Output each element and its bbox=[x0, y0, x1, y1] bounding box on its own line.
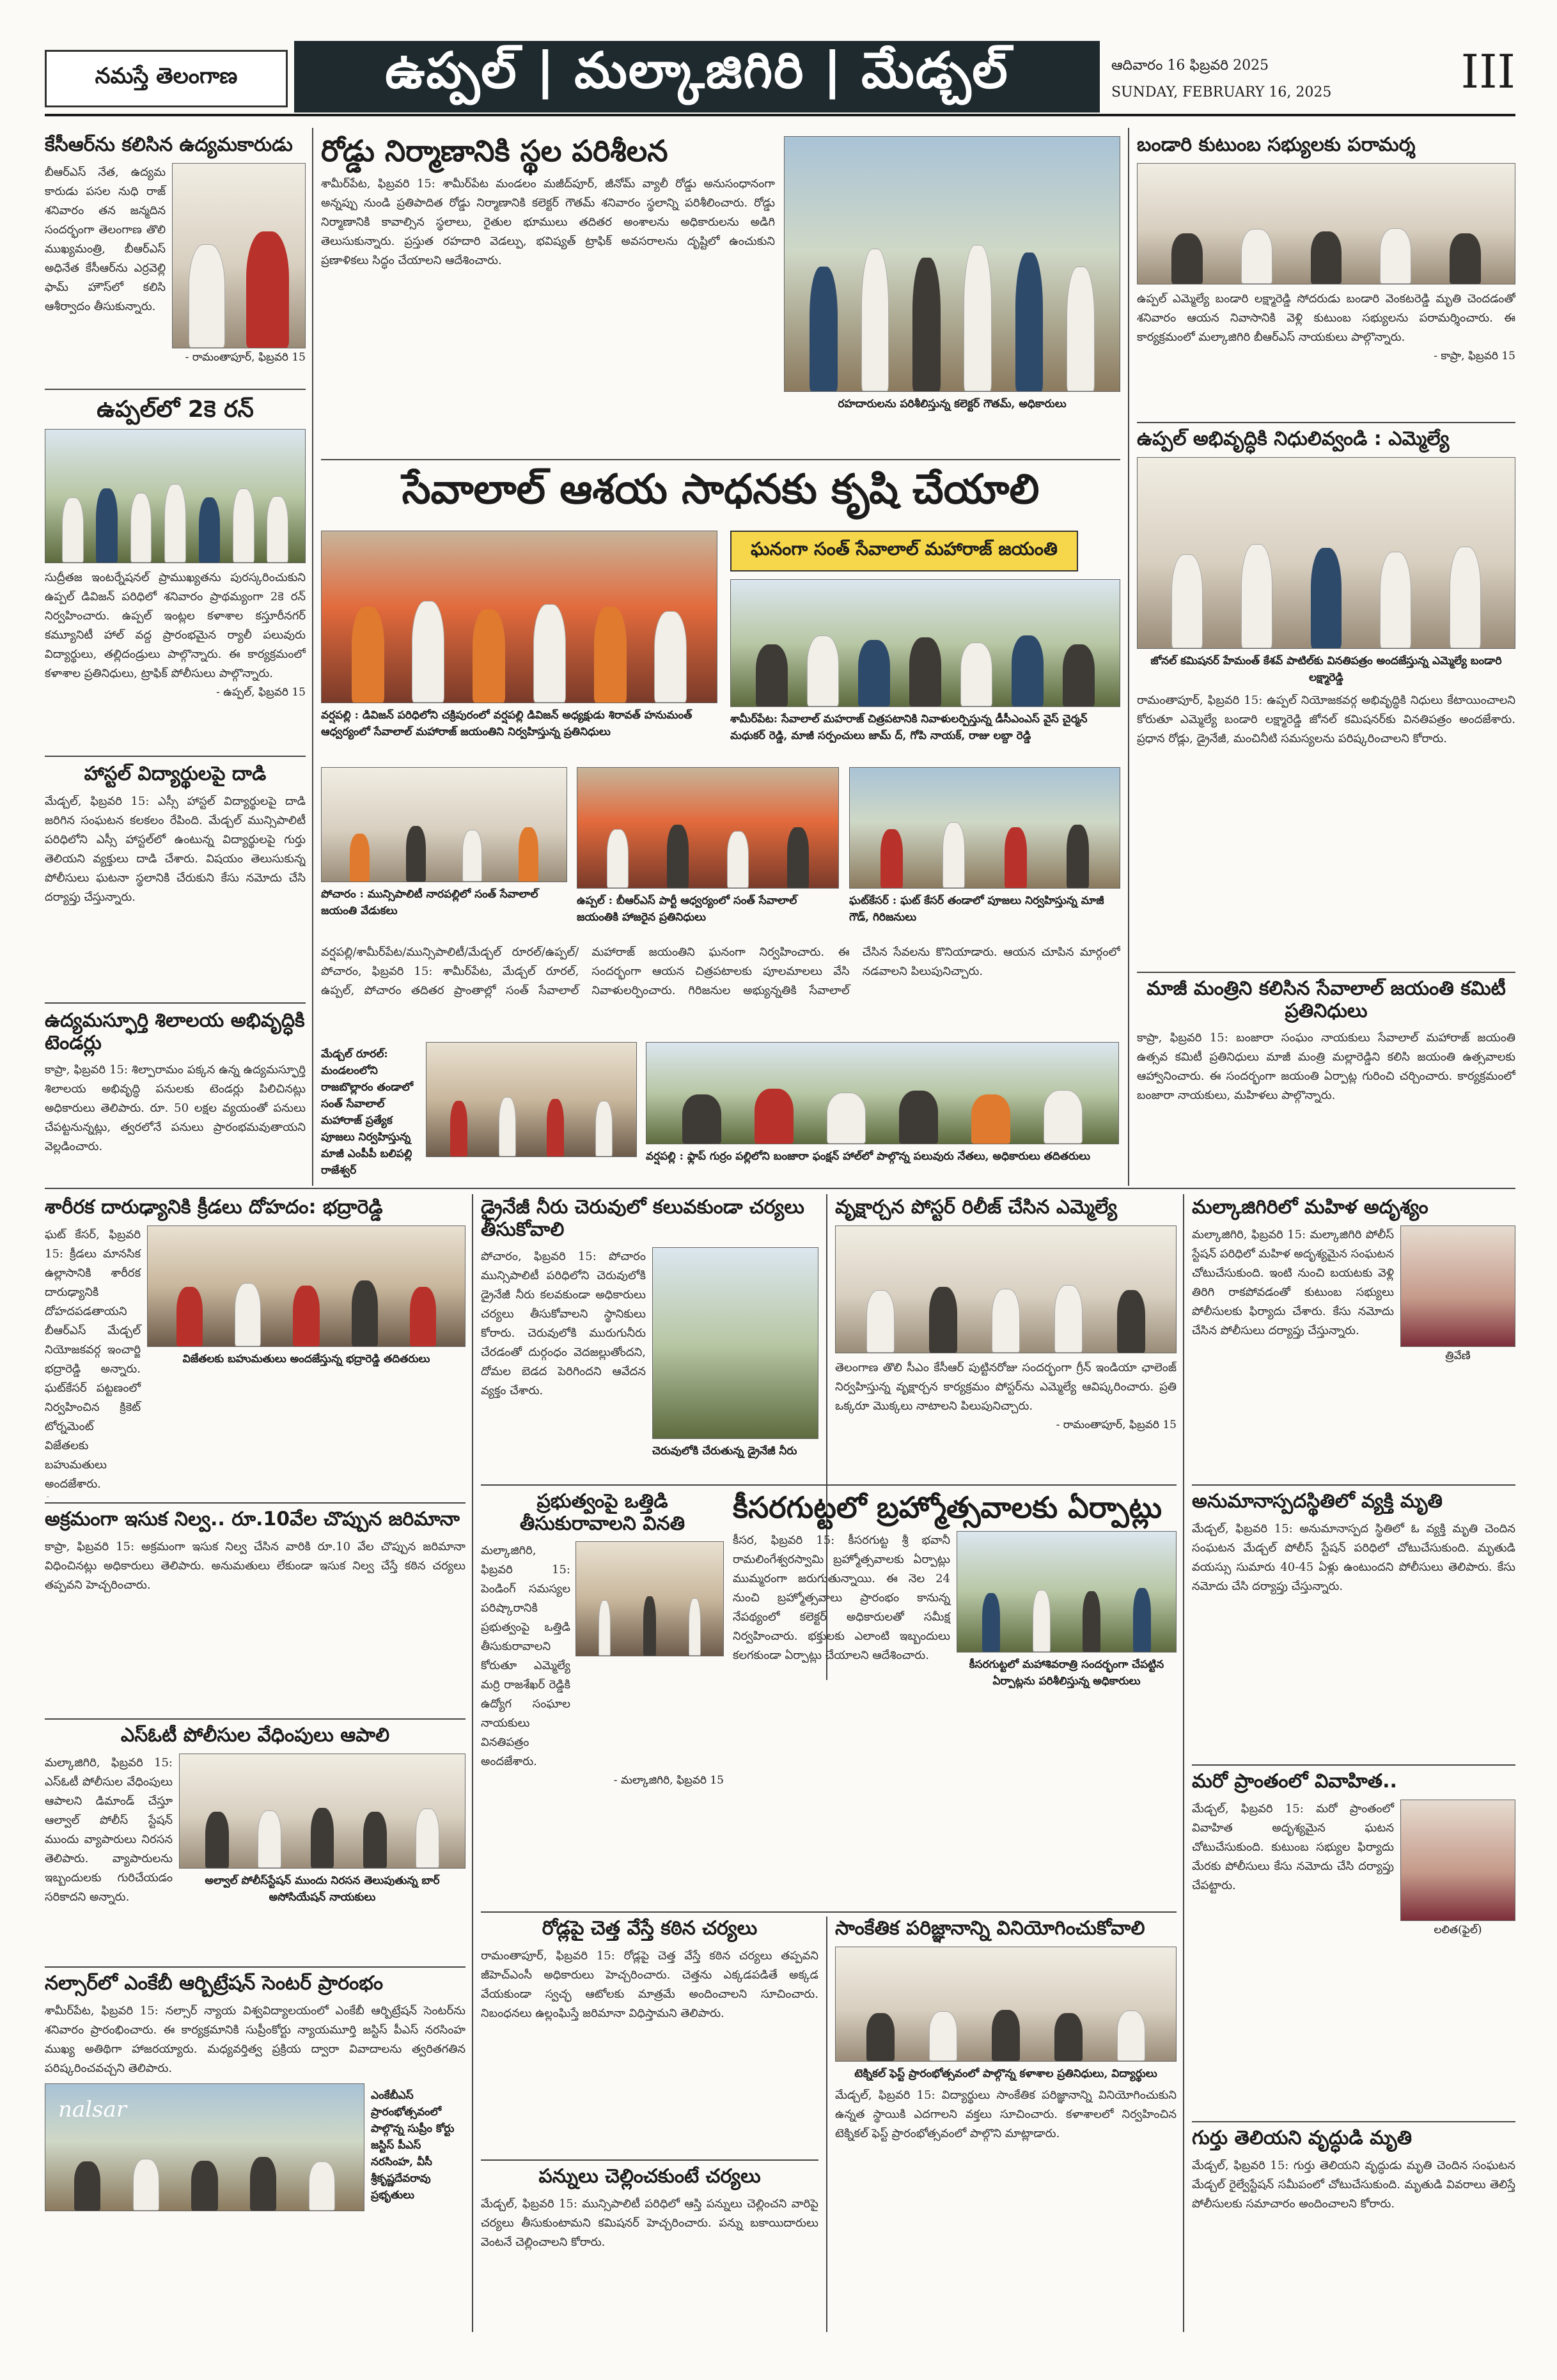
portrait-photo bbox=[1400, 1225, 1515, 1347]
story-rule bbox=[321, 459, 1120, 460]
photo-caption: వర్షపల్లి : ఫ్లాప్ గుర్రం పల్లిలోని బంజారా ఫంక్షన్ హాల్‌లో పాల్గొన్న పలువురు నేతలు, అధికారులు తదితరులు bbox=[646, 1150, 1090, 1163]
date-english: SUNDAY, FEBRUARY 16, 2025 bbox=[1111, 84, 1332, 100]
story-body: కాప్రా, ఫిబ్రవరి 15: బంజారా సంఘం నాయకులు సేవాలాల్ మహారాజ్ జయంతి ఉత్సవ కమిటీ ప్రతినిధులు మాజీ మంత్రి మల్లారెడ్డిని కలిసి జయంతి ఉత్సవాలకు ఆహ్వానించారు. ఈ సందర్భంగా జయంతి ఏర్పాట్ల గురించి చర్చించారు. కార్యక్రమంలో బంజారా నాయకులు, మహిళలు పాల్గొన్నారు. bbox=[1137, 1031, 1515, 1102]
headline: రోడ్లపై చెత్త వేస్తే కఠిన చర్యలు bbox=[542, 1918, 758, 1940]
story-woman-missing bbox=[1192, 1197, 1515, 1440]
highlight-tag: ఘనంగా సంత్ సేవాలాల్ మహారాజ్ జయంతి bbox=[730, 531, 1078, 572]
story-rule bbox=[45, 1002, 306, 1004]
date-block bbox=[1111, 52, 1418, 106]
portrait-name: లలిత(ఫైల్) bbox=[1434, 1923, 1482, 1936]
headline: హాస్టల్ విద్యార్థులపై దాడి bbox=[84, 763, 267, 785]
photo-caption: టెక్నికల్ ఫెస్ట్ ప్రారంభోత్సవంలో పాల్గొన్న కళాశాల ప్రతినిధులు, విద్యార్థులు bbox=[854, 2067, 1157, 2080]
newspaper-page bbox=[45, 38, 1515, 2340]
headline: ప్రభుత్వంపై ఒత్తిడి తీసుకురావాలని వినతి bbox=[519, 1491, 685, 1535]
story-nalsar bbox=[45, 1973, 466, 2331]
story-rule bbox=[1192, 1484, 1515, 1486]
photo bbox=[1137, 457, 1515, 649]
story-sports bbox=[45, 1197, 466, 1497]
date-telugu: ఆదివారం 16 ఫిబ్రవరి 2025 bbox=[1111, 58, 1269, 74]
photo bbox=[652, 1247, 818, 1439]
byline: - రామంతాపూర్, ఫిబ్రవరి 15 bbox=[185, 350, 306, 364]
headline: శారీరక దారుఢ్యానికి క్రీడలు దోహదం: భద్రారెడ్డి bbox=[45, 1197, 383, 1218]
story-sot-police bbox=[45, 1725, 466, 1961]
story-body: కాప్రా, ఫిబ్రవరి 15: శిల్పారామం పక్కన ఉన్న ఉద్యమస్ఫూర్తి శిలాలయ అభివృద్ధి పనులకు టెండర్లు పిలిచినట్లు అధికారులు తెలిపారు. రూ. 50 లక్షల వ్యయంతో పనులు చేపట్టనున్నట్లు, త్వరలోనే పనులు ప్రారంభమవుతాయని వెల్లడించారు. bbox=[45, 1063, 306, 1153]
headline: బండారి కుటుంబ సభ్యులకు పరామర్శ bbox=[1137, 134, 1416, 156]
headline: మాజీ మంత్రిని కలిసిన సేవాలాల్ జయంతి కమిటీ ప్రతినిధులు bbox=[1146, 978, 1506, 1022]
story-rule bbox=[1192, 1764, 1515, 1766]
story-rule bbox=[1192, 2121, 1515, 2122]
photo bbox=[45, 429, 306, 563]
story-former-minister bbox=[1137, 978, 1515, 1183]
photo-caption: శామీర్‌పేట: సేవాలాల్ మహరాజ్ చిత్రపటానికి నివాళులర్పిస్తున్న డీసీఎంఎస్ వైస్ చైర్మన్ మధుకర్ రెడ్డి, మాజీ సర్పంచులు జామ్ ద్, గోపి నాయక్, రాజు లబ్దా రెడ్డి bbox=[730, 713, 1088, 742]
headline: ఉప్పల్‌లో 2కె రన్ bbox=[97, 396, 254, 423]
story-body: మేడ్చల్, ఫిబ్రవరి 15: ఎస్సీ హాస్టల్ విద్యార్థులపై దాడి జరిగిన సంఘటన కలకలం రేపింది. మేడ్చల్ మున్సిపాలిటీ పరిధిలోని ఎస్సీ హాస్టల్‌లో ఉంటున్న విద్యార్థులపై గుర్తు తెలియని వ్యక్తులు దాడి చేశారు. విషయం తెలుసుకున్న పోలీసులు ఘటనా స్థలానికి చేరుకుని కేసు నమోదు చేసి దర్యాప్తు చేస్తున్నారు. bbox=[45, 794, 306, 904]
headline: కీసరగుట్టలో బ్రహ్మోత్సవాలకు ఏర్పాట్లు bbox=[733, 1491, 1162, 1525]
photo bbox=[147, 1225, 466, 1347]
photo bbox=[835, 1225, 1177, 1353]
byline: - రామంతాపూర్, ఫిబ్రవరి 15 bbox=[1056, 1418, 1177, 1431]
photo-caption: ఘట్‌కేసర్ : ఘట్ కేసర్ తండాలో పూజలు నిర్వహిస్తున్న మాజీ గౌడ్, గిరిజనులు bbox=[849, 894, 1104, 924]
story-body: మల్కాజిగిరి, ఫిబ్రవరి 15: మల్కాజిగిరి పోలీస్ స్టేషన్ పరిధిలో మహిళ అదృశ్యమైన సంఘటన చోటుచేసుకుంది. ఇంటి నుంచి బయటకు వెళ్లి తిరిగి రాకపోవడంతో కుటుంబ సభ్యులు పోలీసులకు ఫిర్యాదు చేశారు. కేసు నమోదు చేసిన పోలీసులు దర్యాప్తు చేస్తున్నారు. bbox=[1192, 1227, 1394, 1337]
story-body: పోచారం, ఫిబ్రవరి 15: పోచారం మున్సిపాలిటీ పరిధిలోని చెరువులోకి డ్రైనేజీ నీరు కలవకుండా అధికారులు చర్యలు తీసుకోవాలని స్థానికులు కోరారు. చెరువులోకి మురుగునీరు చేరడంతో దుర్గంధం వెదజల్లుతోందని, దోమల బెడద పెరిగిందని ఆవేదన వ్యక్తం చేశారు. bbox=[481, 1250, 646, 1397]
photo bbox=[575, 1541, 724, 1656]
headline: డ్రైనేజీ నీరు చెరువులో కలువకుండా చర్యలు తీసుకోవాలి bbox=[481, 1197, 804, 1241]
masthead bbox=[45, 38, 1515, 116]
headline: నల్సార్‌లో ఎంకేబీ ఆర్బిట్రేషన్ సెంటర్ ప్రారంభం bbox=[45, 1973, 384, 1995]
story-body: మేడ్చల్, ఫిబ్రవరి 15: మరో ప్రాంతంలో వివాహిత అదృశ్యమైన ఘటన చోటుచేసుకుంది. కుటుంబ సభ్యుల ఫిర్యాదు మేరకు పోలీసులు కేసు నమోదు చేసి దర్యాప్తు చేపట్టారు. bbox=[1192, 1801, 1394, 1892]
story-body: శామీర్‌పేట, ఫిబ్రవరి 15: శామీర్‌పేట మండలం మజీద్‌పూర్, జీనోమ్ వ్యాలీ రోడ్డు అనుసంధానంగా అన్నప్పు నుండి ప్రతిపాదిత రోడ్డు నిర్మాణానికి కలెక్టర్ గౌతమ్ శనివారం స్థలాన్ని పరిశీలించారు. రోడ్డు నిర్మాణానికి కావాల్సిన స్థలాలు, రైతుల భూములు తదితర అంశాలను అధికారులను అడిగి తెలుసుకున్నారు. ప్రస్తుత రహదారి వెడల్పు, భవిష్యత్ ట్రాఫిక్ అవసరాలను దృష్టిలో ఉంచుకుని ప్రణాళికలు సిద్ధం చేయాలని ఆదేశించారు. bbox=[321, 176, 775, 267]
story-rule bbox=[1137, 422, 1515, 423]
headline: ఎస్ఓటీ పోలీసుల వేధింపులు ఆపాలి bbox=[120, 1725, 390, 1746]
story-rule bbox=[45, 756, 306, 757]
column-rule bbox=[472, 1194, 473, 2332]
column-rule bbox=[826, 1917, 827, 2332]
headline: అక్రమంగా ఇసుక నిల్వ.. రూ.10వేల చొప్పున జరిమానా bbox=[45, 1509, 460, 1530]
portrait-name: త్రివేణి bbox=[1445, 1349, 1471, 1362]
story-body: మేడ్చల్, ఫిబ్రవరి 15: అనుమానాస్పద స్థితిలో ఓ వ్యక్తి మృతి చెందిన సంఘటన మేడ్చల్ పోలీస్ స్టేషన్ పరిధిలో చోటుచేసుకుంది. మృతుడి వయస్సు సుమారు 40-45 ఏళ్లు ఉంటుందని పోలీసులు తెలిపారు. కేసు నమోదు చేసి దర్యాప్తు చేస్తున్నారు. bbox=[1192, 1521, 1515, 1593]
headline: రోడ్డు నిర్మాణానికి స్థల పరిశీలన bbox=[321, 134, 668, 168]
photo bbox=[784, 136, 1120, 392]
photo bbox=[957, 1531, 1177, 1653]
story-rule bbox=[481, 2159, 818, 2161]
story-rule bbox=[45, 1502, 466, 1504]
story-rule bbox=[45, 389, 306, 390]
story-body: మల్కాజిగిరి, ఫిబ్రవరి 15: ఎస్ఓటీ పోలీసుల వేధింపులు ఆపాలని డిమాండ్ చేస్తూ ఆల్వాల్ పోలీస్ స్టేషన్ ముందు వ్యాపారులు నిరసన తెలిపారు. వ్యాపారులను ఇబ్బందులకు గురిచేయడం సరికాదని అన్నారు. bbox=[45, 1755, 173, 1904]
story-body: రామంతాపూర్, ఫిబ్రవరి 15: రోడ్లపై చెత్త వేస్తే కఠిన చర్యలు తప్పవని జీహెచ్ఎంసీ అధికారులు హెచ్చరించారు. చెత్తను ఎక్కడపడితే అక్కడ వేయకుండా స్వచ్ఛ ఆటోలకు మాత్రమే అందించాలని సూచించారు. నిబంధనలు ఉల్లంఘిస్తే జరిమానా విధిస్తామని తెలిపారు. bbox=[481, 1948, 818, 2020]
story-kcr-meeting bbox=[45, 134, 306, 384]
headline: పన్నులు చెల్లించకుంటే చర్యలు bbox=[538, 2166, 761, 2188]
story-married-woman bbox=[1192, 1771, 1515, 2116]
photo bbox=[577, 767, 839, 889]
story-body: కాప్రా, ఫిబ్రవరి 15: అక్రమంగా ఇసుక నిల్వ చేసిన వారికి రూ.10 వేల చొప్పున జరిమానా విధించినట్లు అధికారులు తెలిపారు. అనుమతులు లేకుండా ఇసుక నిల్వ చేస్తే కఠిన చర్యలు తప్పవని హెచ్చరించారు. bbox=[45, 1539, 466, 1592]
headline: సాంకేతిక పరిజ్ఞానాన్ని వినియోగించుకోవాలి bbox=[835, 1918, 1145, 1940]
story-bandari-condolence bbox=[1137, 134, 1515, 416]
story-vruksharchana bbox=[835, 1197, 1177, 1478]
story-body: మేడ్చల్, ఫిబ్రవరి 15: గుర్తు తెలియని వృద్ధుడు మృతి చెందిన సంఘటన మేడ్చల్ రైల్వేస్టేషన్ సమీపంలో చోటుచేసుకుంది. మృతుడి వివరాలు తెలిస్తే పోలీసులకు సమాచారం అందించాలని కోరారు. bbox=[1192, 2158, 1515, 2211]
brand-logo: నమస్తే తెలంగాణ bbox=[45, 50, 288, 107]
photo-caption: అల్వాల్ పోలీస్‌స్టేషన్ ముందు నిరసన తెలుపుతున్న బార్ అసోసియేషన్ నాయకులు bbox=[205, 1874, 440, 1904]
story-suspicious-death bbox=[1192, 1491, 1515, 1759]
headline: అనుమానాస్పదస్థితిలో వ్యక్తి మృతి bbox=[1192, 1491, 1443, 1513]
photo-caption: విజేతలకు బహుమతులు అందజేస్తున్న భద్రారెడ్డి తదితరులు bbox=[182, 1352, 430, 1365]
photo bbox=[179, 1754, 466, 1869]
story-sand-fine bbox=[45, 1509, 466, 1713]
story-2k-run bbox=[45, 396, 306, 751]
photo-caption: జోనల్ కమిషనర్ హేమంత్ కేశవ్ పాటిల్‌కు వినతిపత్రం అందజేస్తున్న ఎమ్మెల్యే బండారి లక్ష్మారెడ్డి bbox=[1150, 654, 1502, 684]
building-sign: nalsar bbox=[58, 2096, 127, 2122]
story-sevalal bbox=[321, 467, 1120, 1183]
story-body: సుద్రీతజ ఇంటర్నేషనల్ ప్రాముఖ్యతను పురస్కరించుకుని ఉప్పల్ డివిజన్ పరిధిలో శనివారం ప్రాథమ్యంగా 2కె రన్ నిర్వహించారు. ఉప్పల్ ఇంట్లల కళాశాల కస్తూరీనగర్ కమ్యూనిటీ హాల్ వద్ద ప్రారంభమైన ర్యాలీ పలువురు విద్యార్థులు, తల్లిదండ్రులు పాల్గొన్నారు. ఈ కార్యక్రమంలో కళాశాల ప్రతినిధులు, ట్రాఫిక్ పోలీసులు పాల్గొన్నారు. bbox=[45, 571, 306, 681]
photo bbox=[172, 163, 306, 348]
photo bbox=[321, 531, 717, 703]
story-taxes bbox=[481, 2166, 818, 2331]
headline: వృక్షార్చన పోస్టర్ రిలీజ్ చేసిన ఎమ్మెల్యే bbox=[835, 1197, 1118, 1218]
column-rule bbox=[1183, 1194, 1184, 2332]
story-body: వర్షపల్లి/శామీర్‌పేట/మున్సిపాలిటీ/మేడ్చల్ రూరల్/ఉప్పల్/పోచారం, ఫిబ్రవరి 15: శామీర్‌పేట, మేడ్చల్ రూరల్, ఉప్పల్, పోచారం తదితర ప్రాంతాల్లో సంత్ సేవాలాల్ మహారాజ్ జయంతిని ఘనంగా నిర్వహించారు. ఈ సందర్భంగా ఆయన చిత్రపటాలకు పూలమాలలు వేసి నివాళులర్పించారు. గిరిజనుల అభ్యున్నతికి సేవాలాల్ చేసిన సేవలను కొనియాడారు. ఆయన చూపిన మార్గంలో నడవాలని పిలుపునిచ్చారు. bbox=[321, 945, 1120, 997]
photo bbox=[45, 2083, 364, 2211]
headline: గుర్తు తెలియని వృద్ధుడి మృతి bbox=[1192, 2127, 1412, 2149]
photo bbox=[426, 1042, 637, 1157]
story-rule bbox=[481, 1484, 1177, 1486]
story-body: మేడ్చల్, ఫిబ్రవరి 15: విద్యార్థులు సాంకేతిక పరిజ్ఞానాన్ని వినియోగించుకుని ఉన్నత స్థాయికి ఎదగాలని వక్తలు సూచించారు. కళాశాలలో నిర్వహించిన టెక్నికల్ ఫెస్ట్ ప్రారంభోత్సవంలో పాల్గొని మాట్లాడారు. bbox=[835, 2088, 1177, 2140]
story-rule bbox=[45, 1966, 466, 1968]
story-garbage bbox=[481, 1918, 818, 2154]
story-uppal-funds bbox=[1137, 428, 1515, 965]
story-drainage bbox=[481, 1197, 818, 1478]
story-body: శామీర్‌పేట, ఫిబ్రవరి 15: నల్సార్ న్యాయ విశ్వవిద్యాలయంలో ఎంకేబీ ఆర్బిట్రేషన్ సెంటర్‌ను శనివారం ప్రారంభించారు. ఈ కార్యక్రమానికి సుప్రీంకోర్టు న్యాయమూర్తి జస్టిస్ పీఎస్ నరసింహ ముఖ్య అతిథిగా హాజరయ్యారు. మధ్యవర్తిత్వ ప్రక్రియ ద్వారా వివాదాలను త్వరితగతిన పరిష్కరించవచ్చని తెలిపారు. bbox=[45, 2003, 466, 2075]
story-body: రామంతాపూర్, ఫిబ్రవరి 15: ఉప్పల్ నియోజకవర్గ అభివృద్ధికి నిధులు కేటాయించాలని కోరుతూ ఎమ్మెల్యే బండారి లక్ష్మారెడ్డి జోనల్ కమిషనర్‌కు వినతిపత్రం అందజేశారు. ప్రధాన రోడ్లు, డ్రైనేజీ, మంచినీటి సమస్యలను పరిష్కరించాలని కోరారు. bbox=[1137, 693, 1515, 745]
photo-caption: వర్షపల్లి : డివిజన్ పరిధిలోని చక్రిపురంలో వర్షపల్లి డివిజన్ అధ్యక్షుడు శిరావత్ హనుమంత్ ఆధ్వర్యంలో సేవాలాల్ మహారాజ్ జయంతిని నిర్వహిస్తున్న ప్రతినిధులు bbox=[321, 709, 692, 738]
story-rule bbox=[1137, 972, 1515, 973]
story-rule bbox=[45, 1718, 466, 1720]
story-body: ఘట్ కేసర్, ఫిబ్రవరి 15: క్రీడలు మానసిక ఉల్లాసానికి శారీరక దారుఢ్యానికి దోహదపడతాయని బీఆర్ఎస్ మేడ్చల్ నియోజకవర్గ ఇంచార్జి భద్రారెడ్డి అన్నారు. ఘట్‌కేసర్ పట్టణంలో నిర్వహించిన క్రికెట్ టోర్నమెంట్ విజేతలకు బహుమతులు అందజేశారు. bbox=[45, 1227, 141, 1491]
photo bbox=[730, 579, 1120, 707]
story-govt-pressure bbox=[481, 1491, 724, 1810]
byline: - కాప్రా, ఫిబ్రవరి 15 bbox=[1434, 349, 1515, 362]
story-elderly-death bbox=[1192, 2127, 1515, 2331]
column-rule bbox=[312, 128, 313, 1186]
photo bbox=[1137, 163, 1515, 284]
headline: మల్కాజిగిరిలో మహిళ అదృశ్యం bbox=[1192, 1197, 1428, 1218]
story-body: కీసర, ఫిబ్రవరి 15: కీసరగుట్ట శ్రీ భవానీ రామలింగేశ్వరస్వామి బ్రహ్మోత్సవాలకు ఏర్పాట్లు ముమ్మరంగా జరుగుతున్నాయి. ఈ నెల 24 నుంచి బ్రహ్మోత్సవాలు ప్రారంభం కానున్న నేపథ్యంలో కలెక్టర్ అధికారులతో సమీక్ష నిర్వహించారు. భక్తులకు ఎలాంటి ఇబ్బందులు కలగకుండా ఏర్పాట్లు చేయాలని ఆదేశించారు. bbox=[733, 1533, 950, 1662]
photo bbox=[849, 767, 1120, 889]
story-tenders bbox=[45, 1010, 306, 1183]
photo-caption: మేడ్చల్ రూరల్: మండలంలోని రాజబొల్లారం తండాలో సంత్ సేవాలాల్ మహారాజ్ ప్రత్యేక పూజలు నిర్వహిస్తున్న మాజీ ఎంపీపీ బలిపల్లి రాజేశ్వర్ bbox=[321, 1048, 414, 1177]
headline: కేసీఆర్‌ను కలిసిన ఉద్యమకారుడు bbox=[45, 134, 293, 156]
section-rule bbox=[45, 1188, 1515, 1189]
headline: సేవాలాల్ ఆశయ సాధనకు కృషి చేయాలి bbox=[402, 467, 1040, 513]
column-rule bbox=[1128, 128, 1129, 1186]
story-body: తెలంగాణ తొలి సీఎం కేసీఆర్ పుట్టినరోజు సందర్భంగా గ్రీన్ ఇండియా ఛాలెంజ్ నిర్వహిస్తున్న వృక్షార్చన కార్యక్రమం పోస్టర్‌ను ఎమ్మెల్యే ఆవిష్కరించారు. ప్రతి ఒక్కరూ మొక్కలు నాటాలని పిలుపునిచ్చారు. bbox=[835, 1360, 1177, 1413]
story-body: మేడ్చల్, ఫిబ్రవరి 15: మున్సిపాలిటీ పరిధిలో ఆస్తి పన్నులు చెల్లించని వారిపై చర్యలు తీసుకుంటామని కమిషనర్ హెచ్చరించారు. పన్ను బకాయిదారులు వెంటనే చెల్లించాలని కోరారు. bbox=[481, 2197, 818, 2249]
photo-caption: ఉప్పల్ : బీఆర్ఎస్ పార్టీ ఆధ్వర్యంలో సంత్ సేవాలాల్ జయంతికి హాజరైన ప్రతినిధులు bbox=[577, 894, 797, 924]
story-body: ఉప్పల్ ఎమ్మెల్యే బండారి లక్ష్మారెడ్డి సోదరుడు బండారి వెంకటరెడ్డి మృతి చెందడంతో శనివారం ఆయన నివాసానికి వెళ్లి కుటుంబ సభ్యులను పరామర్శించారు. ఈ కార్యక్రమంలో మల్కాజిగిరి బీఆర్ఎస్ నాయకులు పాల్గొన్నారు. bbox=[1137, 292, 1515, 344]
headline: ఉప్పల్ అభివృద్ధికి నిధులివ్వండి : ఎమ్మెల్యే bbox=[1137, 428, 1450, 450]
edition-banner: ఉప్పల్ | మల్కాజిగిరి | మేడ్చల్ bbox=[294, 41, 1100, 113]
story-keesaragutta bbox=[733, 1491, 1177, 1836]
story-body: మల్కాజిగిరి, ఫిబ్రవరి 15: పెండింగ్ సమస్యల పరిష్కారానికి ప్రభుత్వంపై ఒత్తిడి తీసుకురావాలని కోరుతూ ఎమ్మెల్యే మర్రి రాజశేఖర్ రెడ్డికి ఉద్యోగ సంఘాల నాయకులు వినతిపత్రం అందజేశారు. bbox=[481, 1544, 570, 1768]
byline: - ఉప్పల్, ఫిబ్రవరి 15 bbox=[216, 686, 306, 699]
portrait-photo bbox=[1400, 1800, 1515, 1921]
story-rule bbox=[481, 1911, 1177, 1913]
byline: - మల్కాజిగిరి, ఫిబ్రవరి 15 bbox=[613, 1774, 724, 1787]
photo bbox=[321, 767, 567, 882]
headline: ఉద్యమస్ఫూర్తి శిలాలయ అభివృద్ధికి టెండర్లు bbox=[45, 1010, 305, 1054]
photo-caption: ఎంకేబీఎస్ ప్రారంభోత్సవంలో పాల్గొన్న సుప్రీం కోర్టు జస్టిస్ పీఎస్ నరసింహ, వీసీ శ్రీకృష్ణదేవరావు ప్రభృతులు bbox=[371, 2088, 455, 2202]
story-body: బీఆర్ఎస్ నేత, ఉద్యమ కారుడు పసల నుధి రాజ్ శనివారం తన జన్మదిన సందర్భంగా తెలంగాణ తొలి ముఖ్యమంత్రి, బీఆర్ఎస్ అధినేత కేసీఆర్‌ను ఎర్రవెల్లి ఫామ్ హౌస్‌లో కలిసి ఆశీర్వాదం తీసుకున్నారు. bbox=[45, 165, 166, 313]
photo-caption: చెరువులోకి చేరుతున్న డ్రైనేజీ నీరు bbox=[652, 1445, 797, 1458]
headline: మరో ప్రాంతంలో వివాహిత.. bbox=[1192, 1771, 1397, 1793]
photo-caption: రహదారులను పరిశీలిస్తున్న కలెక్టర్ గౌతమ్, అధికారులు bbox=[838, 397, 1067, 410]
story-hostel-attack bbox=[45, 763, 306, 1000]
photo-caption: కీసరగుట్టలో మహాశివరాత్రి సందర్భంగా చేపట్టిన ఏర్పాట్లను పరిశీలిస్తున్న అధికారులు bbox=[969, 1658, 1164, 1688]
photo-caption: పోచారం : మున్సిపాలిటీ నారపల్లిలో సంత్ సేవాలాల్ జయంతి వేడుకలు bbox=[321, 888, 538, 917]
page-number: III bbox=[1460, 45, 1515, 98]
photo bbox=[646, 1042, 1119, 1144]
photo bbox=[835, 1947, 1177, 2062]
story-technology bbox=[835, 1918, 1177, 2331]
story-road-inspection bbox=[321, 134, 1120, 454]
